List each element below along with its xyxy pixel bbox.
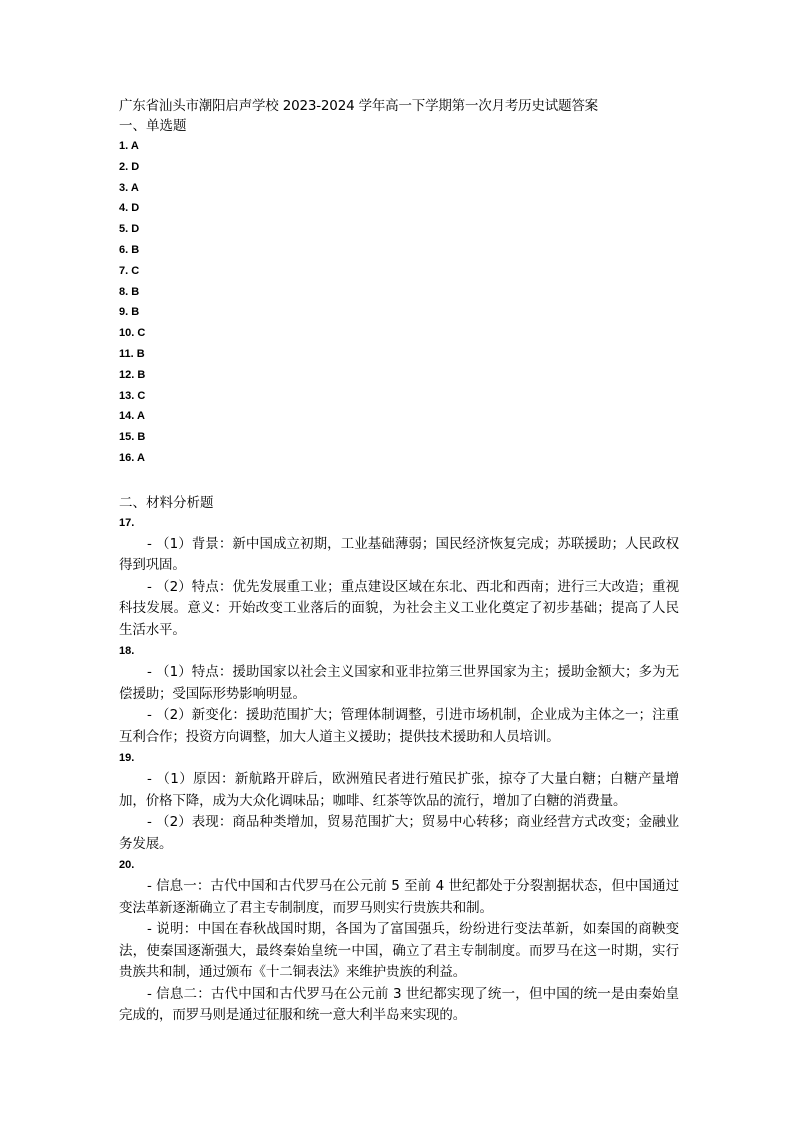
answer-paragraph: - （1）背景：新中国成立初期，工业基础薄弱；国民经济恢复完成；苏联援助；人民政权得到巩固。	[119, 535, 679, 574]
answer-item: 14. A	[119, 410, 145, 423]
answer-item: 6. B	[119, 243, 140, 256]
answer-list	[119, 136, 679, 469]
answer-item: 16. A	[119, 451, 145, 464]
answer-item: 12. B	[119, 368, 146, 381]
answer-item: 8. B	[119, 285, 140, 298]
answer-paragraph: - 信息一：古代中国和古代罗马在公元前 5 至前 4 世纪都处于分裂割据状态，但中国通过变法革新逐渐确立了君主专制制度，而罗马则实行贵族共和制。	[119, 878, 679, 916]
question-17	[119, 513, 679, 642]
answer-item: 7. C	[119, 264, 140, 277]
question-number: 20.	[119, 859, 135, 872]
section-heading-single-choice: 一、单选题	[119, 118, 187, 134]
question-18	[119, 641, 679, 748]
document-page	[119, 96, 679, 1027]
document-title: 广东省汕头市潮阳启声学校 2023-2024 学年高一下学期第一次月考历史试题答案	[119, 98, 598, 114]
answer-item: 9. B	[119, 306, 140, 319]
answer-paragraph: - 说明：中国在春秋战国时期，各国为了富国强兵，纷纷进行变法革新，如秦国的商鞅变法，使秦国逐渐强大，最终秦始皇统一中国，确立了君主专制制度。而罗马在这一时期，实行贵族共和制，通过颁布《十二铜表法》来维护贵族的利益。	[119, 921, 679, 981]
answer-item: 5. D	[119, 223, 140, 236]
answer-item: 1. A	[119, 140, 139, 152]
answer-paragraph: - （2）特点：优先发展重工业；重点建设区域在东北、西北和西南；进行三大改造；重视科技发展。意义：开始改变工业落后的面貌，为社会主义工业化奠定了初步基础；提高了人民生活水平。	[119, 578, 679, 638]
spacer	[119, 469, 679, 493]
question-20	[119, 855, 679, 1027]
answer-paragraph: - （2）表现：商品种类增加，贸易范围扩大；贸易中心转移；商业经营方式改变；金融业务发展。	[119, 814, 679, 852]
answer-paragraph: - （2）新变化：援助范围扩大；管理体制调整，引进市场机制，企业成为主体之一；注重互利合作；投资方向调整，加大人道主义援助；提供技术援助和人员培训。	[119, 707, 679, 745]
section-heading-material-analysis: 二、材料分析题	[119, 494, 214, 511]
answer-item: 4. D	[119, 202, 140, 215]
answer-paragraph: - （1）原因：新航路开辟后，欧洲殖民者进行殖民扩张，掠夺了大量白糖；白糖产量增加，价格下降，成为大众化调味品；咖啡、红茶等饮品的流行，增加了白糖的消费量。	[119, 771, 679, 809]
answer-item: 10. C	[119, 327, 146, 340]
answer-paragraph: - 信息二：古代中国和古代罗马在公元前 3 世纪都实现了统一，但中国的统一是由秦始皇完成的，而罗马则是通过征服和统一意大利半岛来实现的。	[119, 985, 679, 1024]
answer-item: 2. D	[119, 160, 140, 173]
question-19	[119, 748, 679, 855]
answer-item: 3. A	[119, 181, 139, 194]
answer-paragraph: - （1）特点：援助国家以社会主义国家和亚非拉第三世界国家为主；援助金额大；多为无偿援助；受国际形势影响明显。	[119, 664, 679, 702]
question-number: 17.	[119, 516, 135, 529]
question-number: 18.	[119, 645, 135, 658]
question-number: 19.	[119, 752, 135, 765]
answer-item: 11. B	[119, 347, 145, 360]
answer-item: 15. B	[119, 431, 146, 444]
answer-item: 13. C	[119, 389, 146, 402]
